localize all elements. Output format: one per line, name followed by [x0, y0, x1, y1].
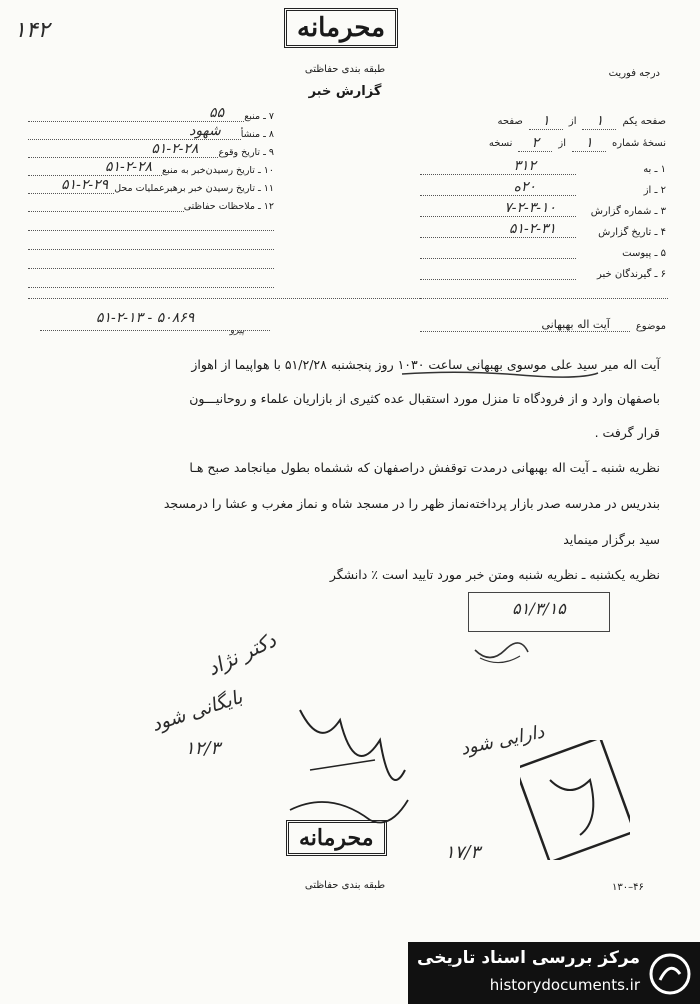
field-row-date-to-ops: [28, 176, 274, 194]
handwritten-date-1: ۱۲/۳: [185, 738, 221, 759]
body-line: آیت اله میر سید علی موسوی بهبهانی ساعت ۱۰۳۰ روز پنجشنبه ۵۱/۲/۲۸ با هواپیما از اهواز: [191, 357, 660, 372]
body-line: قرار گرفت .: [594, 425, 660, 440]
field-value: [28, 199, 184, 212]
handwritten-note-1: دکتر نژاد: [203, 627, 280, 681]
subject-value: آیت اله بهبهانی: [420, 318, 630, 332]
field-label: ۹ ـ تاریخ وقوع: [218, 147, 274, 158]
field-label: ۸ ـ منشأ: [240, 129, 274, 140]
field-row-occurrence-date: [28, 140, 274, 158]
field-label: ۱۱ ـ تاریخ رسیدن خبر برهبرعملیات محل: [114, 183, 274, 194]
field-row-attachment: [420, 238, 666, 259]
reference-number-hw: ۵۱-۲-۱۳ - ۵۰۸۶۹: [96, 310, 195, 326]
scribble-mark: [470, 640, 530, 670]
blank-line: [28, 250, 274, 269]
classification-label-bottom: طبقه بندی حفاظتی: [304, 880, 386, 891]
copy-total-value: ۲: [518, 135, 552, 152]
field-value: [420, 246, 576, 259]
section-divider: [28, 298, 668, 299]
field-value: ۲۰ه: [420, 179, 576, 196]
footer-org-name: مرکز بررسی اسناد تاریخی: [417, 948, 640, 968]
left-fields: [28, 104, 274, 288]
field-value: ۵۱-۲-۲۹: [28, 177, 114, 194]
subject-label: موضوع: [635, 321, 666, 332]
blank-line: [420, 280, 666, 299]
field-label: ۶ ـ گیرندگان خبر: [596, 269, 666, 280]
field-row-security-notes: [28, 194, 274, 212]
field-row-from: [420, 175, 666, 196]
body-line: بندریس در مدرسه صدر بازار پرداخته‌نماز ظهر را در مسجد شاه و نماز مغرب و عشا را درمسجد: [163, 496, 660, 511]
urgency-label: درجه فوریت: [608, 68, 660, 79]
signature-scribble: [280, 690, 410, 840]
field-label: ۵ ـ پیوست: [622, 248, 666, 259]
body-line: نظریه شنبه ـ آیت اله بهبهانی درمدت توقفش دراصفهان که ششماه بطول میانجامد صبح هـا: [189, 460, 660, 475]
classification-label: طبقه بندی حفاظتی: [304, 64, 386, 75]
field-row-recipients: [420, 259, 666, 280]
field-label: ۴ ـ تاریخ گزارش: [598, 227, 666, 238]
page-number-hw: ۱۴۲: [14, 18, 50, 43]
handwritten-date-2: ۱۷/۳: [445, 842, 481, 863]
copy-row: [420, 132, 666, 154]
field-row-source: [28, 104, 274, 122]
form-code: ۱۳۰–۴۶: [612, 882, 644, 893]
field-value: ۵۱-۲-۲۸: [28, 141, 218, 158]
page-label: صفحه یکم: [622, 115, 666, 127]
right-field-rows: [420, 154, 666, 280]
handwritten-note-2: بایگانی شود: [148, 686, 246, 736]
body-line: سید برگزار مینماید: [563, 532, 660, 547]
field-label: ۳ ـ شماره گزارش: [590, 206, 666, 217]
reference-mark-hw: پیرو: [230, 326, 245, 336]
body-line: باصفهان وارد و از فرودگاه تا منزل مورد استقبال عده کثیری از بازاریان علماء و روحانیـــون: [189, 391, 660, 406]
copy-label: نسخهٔ شماره: [612, 137, 666, 149]
field-label: ۱۲ ـ ملاحظات حفاظتی: [183, 201, 274, 212]
field-value: ۵۱-۲-۲۸: [28, 159, 162, 176]
field-row-report-date: [420, 217, 666, 238]
classification-stamp-bottom: محرمانه: [286, 820, 387, 856]
footer-watermark: [408, 942, 700, 1004]
subject-row: [420, 318, 666, 332]
report-body: [50, 348, 660, 592]
field-value: ۵۱-۲-۳۱: [420, 221, 576, 238]
blank-line: [28, 212, 274, 231]
classification-stamp-top: محرمانه: [284, 8, 398, 48]
page-number-value: ۱: [582, 113, 616, 130]
field-row-report-number: [420, 196, 666, 217]
blank-line: [28, 269, 274, 288]
field-value: ۷-۲-۳-۱۰: [420, 200, 576, 217]
field-label: ۱۰ ـ تاریخ رسیدن‌خبر به منبع: [162, 165, 274, 176]
reference-line: [40, 330, 270, 331]
copy-number-value: ۱: [572, 135, 606, 152]
field-row-date-to-source: [28, 158, 274, 176]
handwritten-note-3: دارایی شود: [458, 721, 547, 760]
field-row-origin: [28, 122, 274, 140]
field-row-to: [420, 154, 666, 175]
date-stamp-value: ۵۱/۳/۱۵: [512, 599, 566, 618]
stamp-scribble: [520, 740, 630, 860]
field-label: ۱ ـ به: [643, 164, 666, 175]
report-title: گزارش خبر: [308, 84, 382, 99]
field-value: ۳۱۲: [420, 158, 576, 175]
page-word: صفحه: [497, 115, 523, 127]
copy-word: نسخه: [488, 137, 513, 149]
right-fields: [420, 110, 666, 299]
field-value: ۵۵: [28, 105, 244, 122]
field-value: شهود: [28, 123, 241, 140]
footer-url: historydocuments.ir: [489, 976, 640, 994]
page-row: [420, 110, 666, 132]
underline-mark: [400, 368, 600, 380]
copy-of: از: [558, 137, 567, 149]
blank-line: [28, 231, 274, 250]
date-stamp-box: [468, 592, 610, 632]
page-total-value: ۱: [529, 113, 563, 130]
field-label: ۷ ـ منبع: [244, 111, 274, 122]
body-line: نظریه یکشنبه ـ نظریه شنبه ومتن خبر مورد تایید است ٪ دانشگر: [329, 567, 660, 582]
field-value: [420, 267, 576, 280]
page-of: از: [568, 115, 577, 127]
logo-icon: [648, 952, 692, 996]
field-label: ۲ ـ از: [643, 185, 666, 196]
